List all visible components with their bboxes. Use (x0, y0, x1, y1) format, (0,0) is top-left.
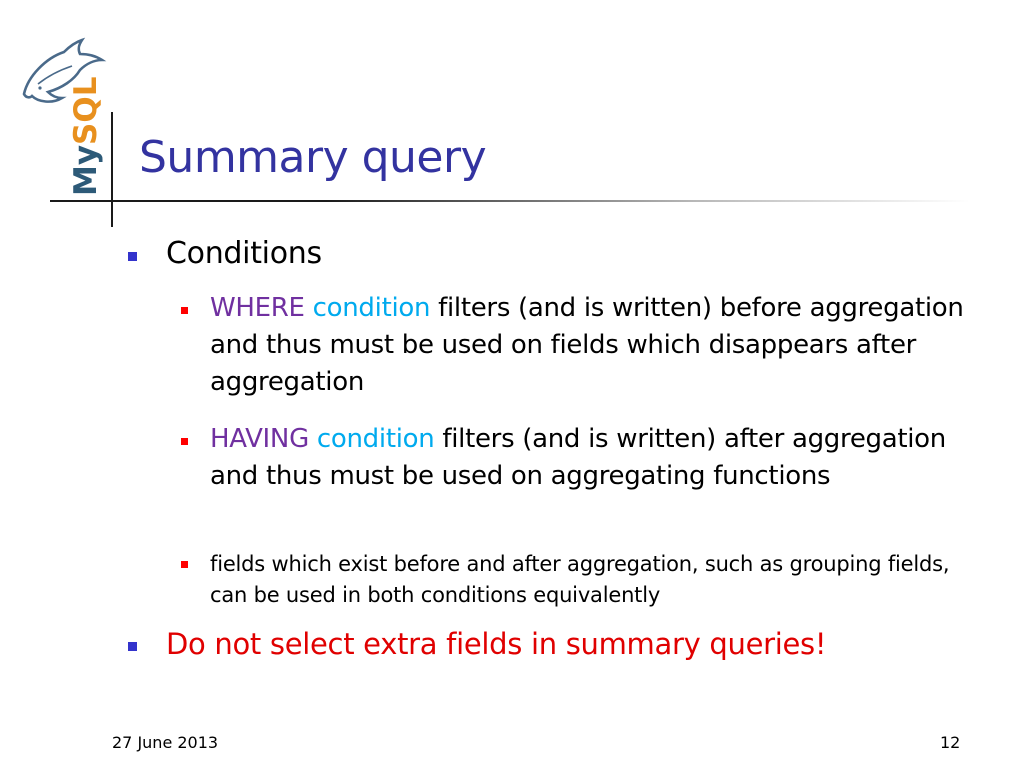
bullet-warning-text: Do not select extra fields in summary queries! (166, 627, 827, 661)
bullet-fields-note-text: fields which exist before and after aggregation, such as grouping fields, can be used in both conditions equivalently (210, 552, 950, 607)
title-horizontal-rule (50, 200, 970, 202)
having-description: filters (and is written) after aggregation and thus must be used on aggregating functions (210, 424, 946, 491)
bullet-conditions-text: Conditions (166, 236, 322, 271)
bullet-having-text (210, 421, 970, 495)
where-condition: condition (312, 293, 431, 323)
bullet-square-icon (181, 307, 188, 314)
bullet-square-icon (128, 642, 137, 651)
slide-title: Summary query (139, 132, 487, 183)
mysql-logo (18, 36, 110, 208)
where-description: filters (and is written) before aggregation and thus must be used on fields which disappears after aggregation (210, 293, 964, 397)
having-keyword: HAVING (210, 424, 309, 454)
footer-page-number: 12 (940, 733, 961, 752)
bullet-square-icon (181, 561, 188, 568)
mysql-logo-text: MySQL (68, 76, 104, 196)
bullet-where-text (210, 290, 970, 401)
bullet-square-icon (181, 438, 188, 445)
where-keyword: WHERE (210, 293, 305, 323)
title-vertical-rule (111, 112, 113, 227)
bullet-square-icon (128, 252, 137, 261)
footer-date: 27 June 2013 (112, 733, 219, 752)
having-condition: condition (316, 424, 435, 454)
